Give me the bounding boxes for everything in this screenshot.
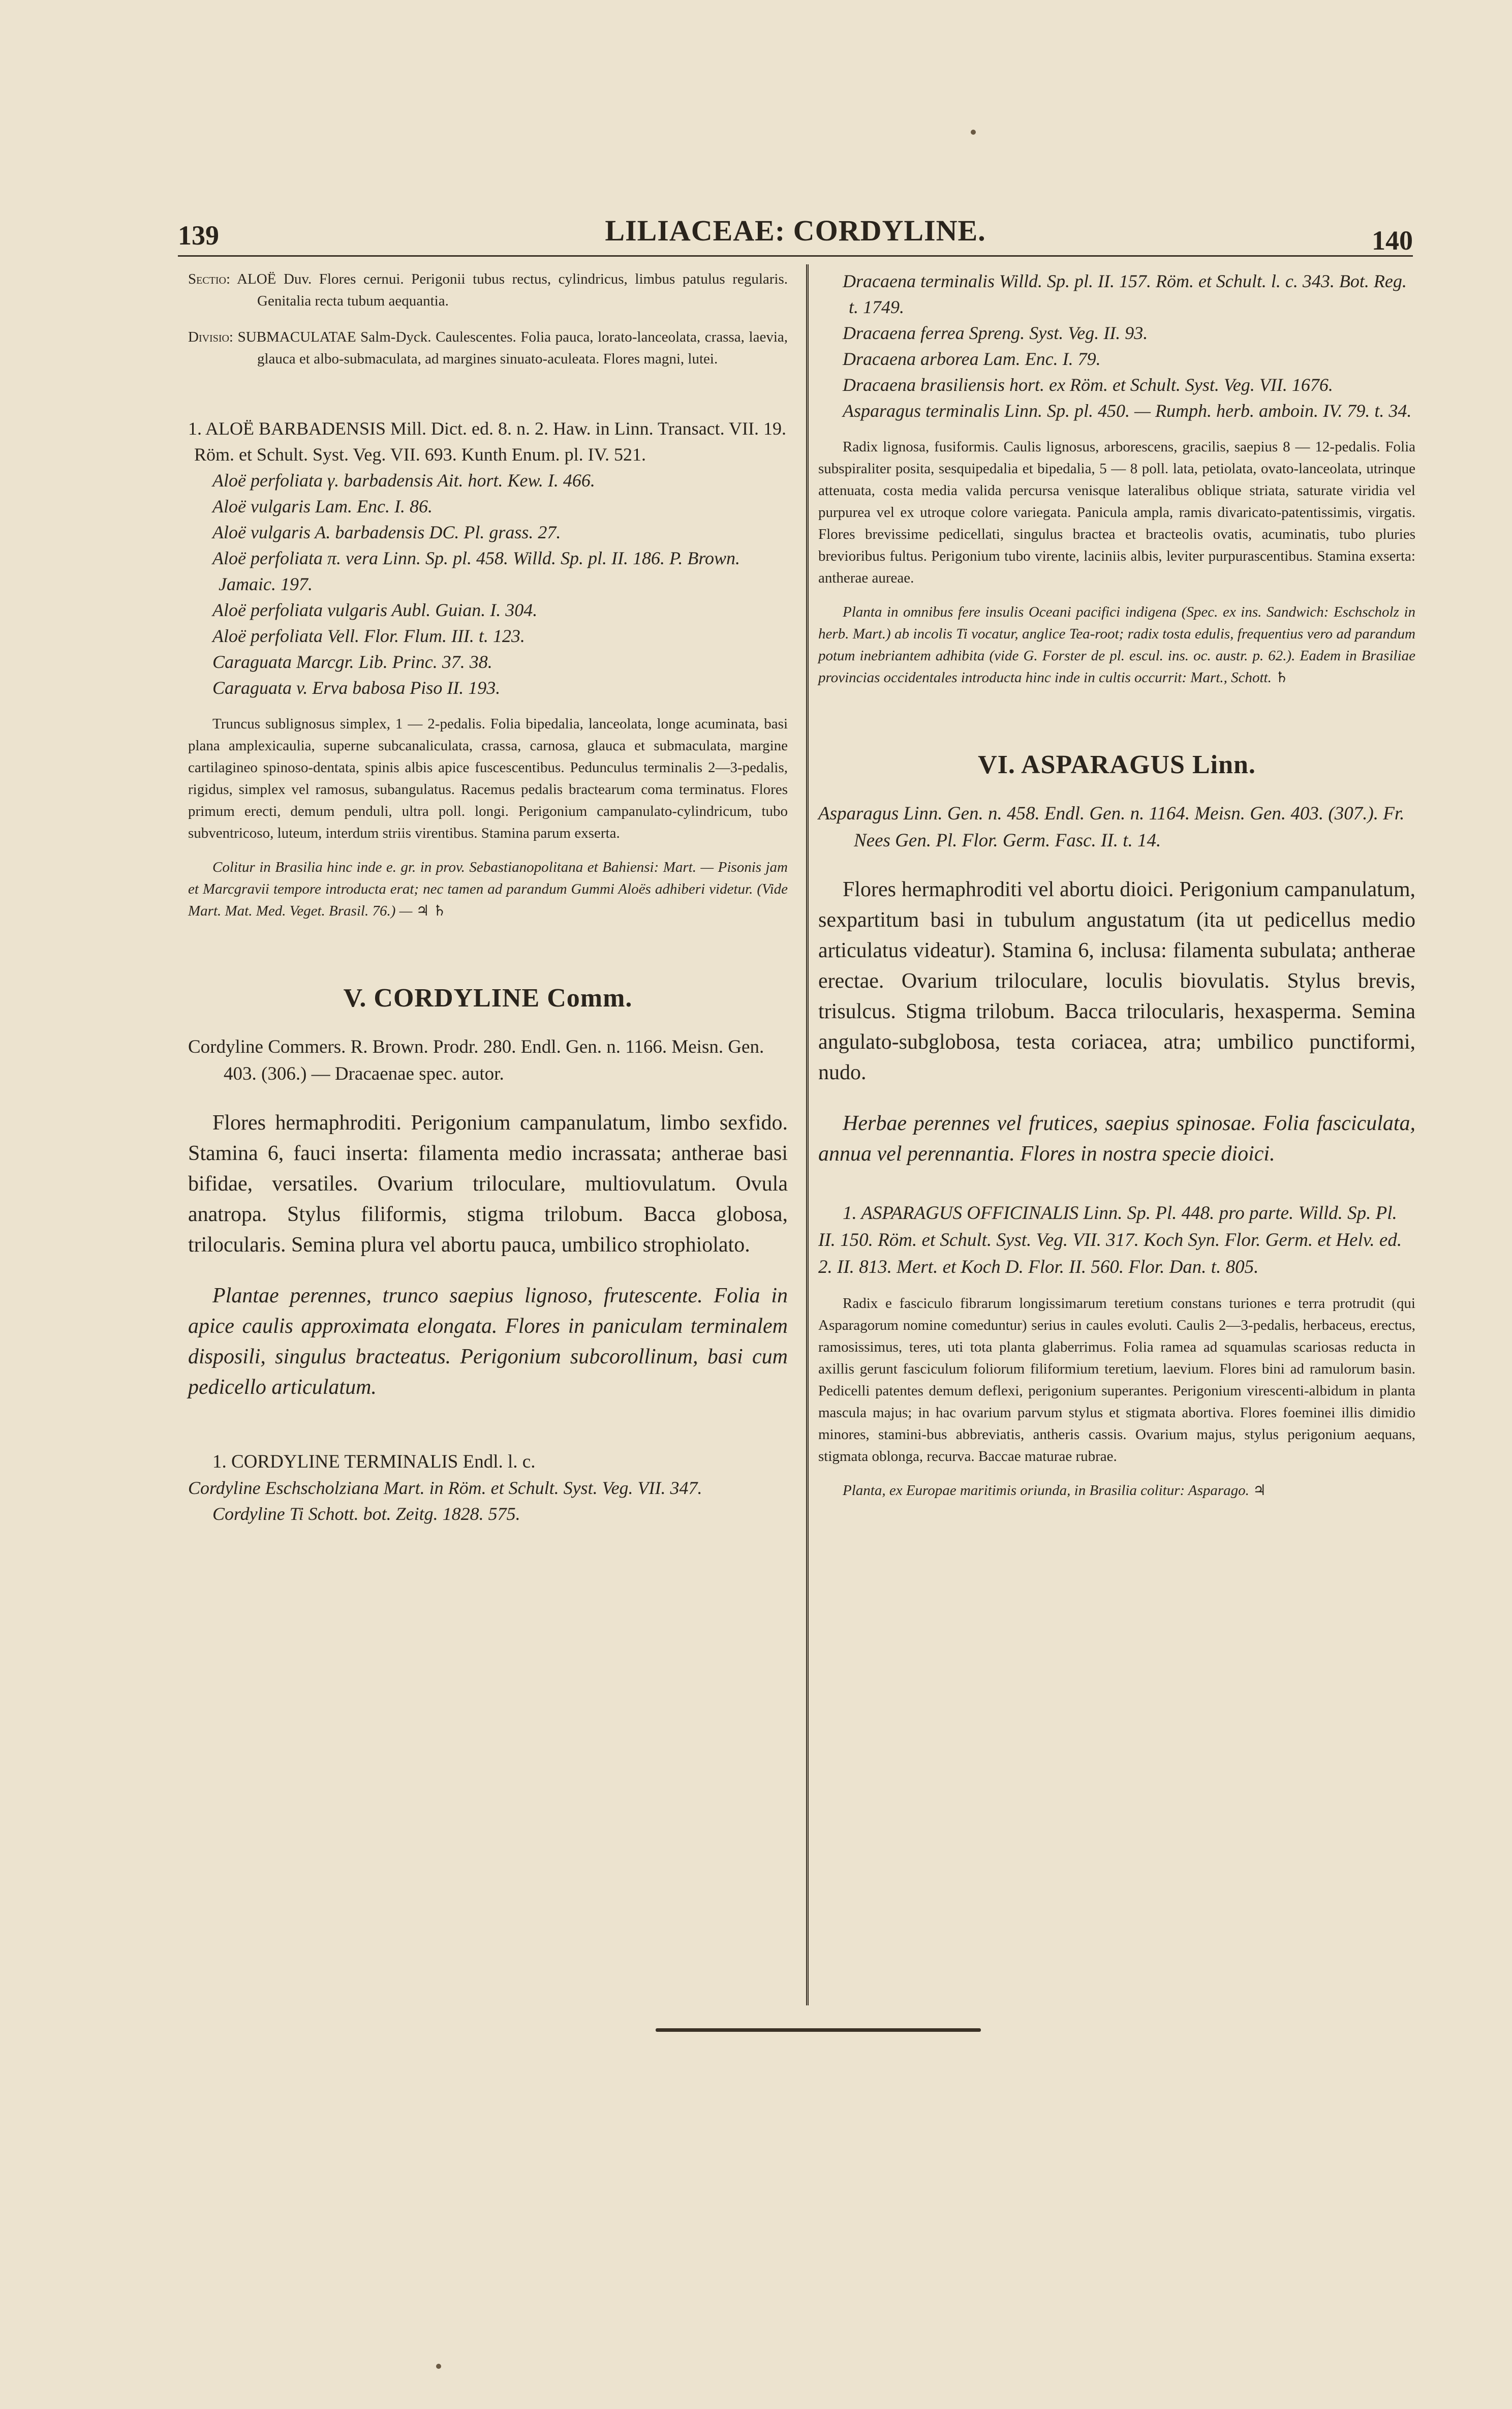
paper-speck <box>436 2364 441 2369</box>
divisio-paragraph <box>188 326 788 370</box>
running-header <box>178 214 1413 259</box>
synonym-line: Aloë vulgaris Lam. Enc. I. 86. <box>212 496 433 516</box>
genus-cordyline-references: Cordyline Commers. R. Brown. Prodr. 280. Endl. Gen. n. 1166. Meisn. Gen. 403. (306.) — Dracaenae spec. autor. <box>188 1036 764 1084</box>
asparagus-distribution-note: Planta, ex Europae maritimis oriunda, in Brasilia colitur: Asparago. ♃ <box>843 1482 1267 1499</box>
genus-cordyline-habit: Plantae perennes, trunco saepius lignoso, frutescente. Folia in apice caulis approximata elongata. Flores in paniculam terminalem disposili, singulus bracteatus. Perigonium subcorollinum, basi cum pedicello articulatum. <box>188 1284 788 1399</box>
synonym-line: Aloë perfoliata Vell. Flor. Flum. III. t. 123. <box>212 626 525 646</box>
left-column <box>188 268 788 1527</box>
divisio-text: SUBMACULATAE Salm-Dyck. Caulescentes. Folia pauca, lorato-lanceolata, crassa, laevia, glauca et albo-submaculata, ad margines sinuato-aculeata. Flores magni, lutei. <box>237 329 788 367</box>
closing-rule <box>656 2028 981 2032</box>
synonym-line: Cordyline Eschscholziana Mart. in Röm. et Schult. Syst. Veg. VII. 347. <box>188 1478 702 1498</box>
synonym-line: Aloë perfoliata π. vera Linn. Sp. pl. 458. Willd. Sp. pl. II. 186. P. Brown. Jamaic. 197. <box>212 548 740 594</box>
synonym-line: Aloë perfoliata vulgaris Aubl. Guian. I. 304. <box>212 600 538 620</box>
divisio-label: Divisio: <box>188 329 233 345</box>
sectio-text: ALOË Duv. Flores cernui. Perigonii tubus rectus, cylindricus, limbus patulus regularis. Genitalia recta tubum aequantia. <box>237 271 788 309</box>
genus-cordyline-description: Flores hermaphroditi. Perigonium campanulatum, limbo sexfido. Stamina 6, fauci inserta: filamenta medio incrassata; antherae basi bifidae, versatiles. Ovarium triloculare, multiovulatum. Ovula anatropa. Stylus filiformis, stigma trilobum. Bacca globosa, trilocularis. Semina plura vel abortu pauca, umbilico strophiolato. <box>188 1111 788 1257</box>
synonym-line: Dracaena ferrea Spreng. Syst. Veg. II. 93. <box>843 323 1148 343</box>
synonym-line: Cordyline Ti Schott. bot. Zeitg. 1828. 575. <box>212 1504 520 1524</box>
aloe-distribution-note: Colitur in Brasilia hinc inde e. gr. in prov. Sebastianopolitana et Bahiensi: Mart. — Pisonis jam et Marcgravii tempore introducta erat; nec tamen ad parandum Gummi Aloës adhiberi videtur. (Vide Mart. Mat. Med. Veget. Brasil. 76.) — ♃ ♄ <box>188 859 788 919</box>
sectio-label: Sectio: <box>188 271 231 287</box>
page-number-left: 139 <box>178 220 219 251</box>
paper-speck <box>971 130 976 135</box>
synonym-line: Asparagus terminalis Linn. Sp. pl. 450. — Rumph. herb. amboin. IV. 79. t. 34. <box>843 401 1412 421</box>
genus-asparagus-description: Flores hermaphroditi vel abortu dioici. Perigonium campanulatum, sexpartitum basi in tubulum angustatum (ita ut pedicellus medio articulatus videatur). Stamina 6, inclusa: filamenta subulata; antherae erectae. Ovarium triloculare, loculis biovulatis. Stylus brevis, trisulcus. Stigma trilobum. Bacca trilocularis, hexasperma. Semina angulato-subglobosa, testa coriacea, atra; umbilico punctiformi, nudo. <box>818 878 1415 1084</box>
aloe-description: Truncus sublignosus simplex, 1 — 2-pedalis. Folia bipedalia, lanceolata, longe acuminata, basi plana amplexicaulia, superne subcanaliculata, crassa, carnosa, glauca et submaculata, margine cartilagineo spinoso-dentata, spinis albis apice fuscescentibus. Pedunculus terminalis 2—3-pedalis, rigidus, simplex vel ramosus, subangulatus. Racemus pedalis bractearum coma terminatus. Flores primum erecti, demum penduli, ultra poll. longi. Perigonium campanulato-cylindricum, tubo subventricoso, luteum, interdum striis virentibus. Stamina parum exserta. <box>188 716 788 841</box>
genus-asparagus-habit: Herbae perennes vel frutices, saepius spinosae. Folia fasciculata, annua vel perennantia. Flores in nostra specie dioici. <box>818 1112 1415 1166</box>
page-number-right: 140 <box>1372 225 1413 256</box>
synonym-line: Dracaena brasiliensis hort. ex Röm. et Schult. Syst. Veg. VII. 1676. <box>843 375 1333 395</box>
cordyline-description: Radix lignosa, fusiformis. Caulis lignosus, arborescens, gracilis, saepius 8 — 12-pedalis. Folia subspiraliter posita, sesquipedalia et bipedalia, 5 — 8 poll. lata, petiolata, ovato-lanceolata, utrinque attenuata, costa media valida percursa venisque lateralibus oblique striata, saturate viridia vel purpurea vel ex utroque colore variegata. Panicula ampla, ramis divaricato-patentissimis, virgatis. Flores brevissime pedicellati, singulus bractea et bracteolis ovatis, acuminatis, tubo pluries brevioribus fultus. Perigonium tubo virente, laciniis albis, leviter purpurascentibus. Stamina exserta: antherae aureae. <box>818 439 1415 586</box>
genus-asparagus-references: Asparagus Linn. Gen. n. 458. Endl. Gen. n. 1164. Meisn. Gen. 403. (307.). Fr. Nees Gen. Pl. Flor. Germ. Fasc. II. t. 14. <box>818 803 1405 851</box>
genus-asparagus-heading: VI. ASPARAGUS Linn. <box>978 750 1256 779</box>
synonym-line: Caraguata v. Erva babosa Piso II. 193. <box>212 678 501 698</box>
species-asparagus-heading: 1. ASPARAGUS OFFICINALIS Linn. Sp. Pl. 448. pro parte. Willd. Sp. Pl. II. 150. Röm. et Schult. Syst. Veg. VII. 317. Koch Syn. Flor. Germ. et Helv. ed. 2. II. 813. Mert. et Koch D. Flor. II. 560. Flor. Dan. t. 805. <box>818 1203 1402 1277</box>
synonym-line: Aloë vulgaris A. barbadensis DC. Pl. grass. 27. <box>212 522 561 542</box>
species-aloe-heading: 1. ALOË BARBADENSIS Mill. Dict. ed. 8. n. 2. Haw. in Linn. Transact. VII. 19. Röm. et Schult. Syst. Veg. VII. 693. Kunth Enum. pl. IV. 521. <box>188 418 786 465</box>
asparagus-description: Radix e fasciculo fibrarum longissimarum teretium constans turiones e terra protrudit (qui Asparagorum nomine comeduntur) serius in caules evoluti. Caulis 2—3-pedalis, herbaceus, erectus, ramosissimus, teres, uti tota planta glaberrimus. Folia ramea ad squamulas scariosas reducta in axillis gerunt fasciculum foliorum filiformium teretium, laevium. Flores bini ad ramulorum basin. Pedicelli patentes demum deflexi, perigonium superantes. Perigonium virescenti-albidum in planta mascula majus; in hac ovarium parvum stylus et stigmata abortiva. Flores foeminei illis dimidio minores, stamini-bus abbreviatis, antheris cassis. Ovarium majus, stylus perigonium aequans, stigmata oblonga, recurva. Baccae maturae rubrae. <box>818 1295 1415 1465</box>
sectio-paragraph <box>188 268 788 312</box>
column-divider <box>806 264 809 2005</box>
header-rule <box>178 255 1413 257</box>
synonym-line: Dracaena terminalis Willd. Sp. pl. II. 157. Röm. et Schult. l. c. 343. Bot. Reg. t. 1749. <box>843 271 1407 317</box>
species-cordyline-heading: 1. CORDYLINE TERMINALIS Endl. l. c. <box>212 1451 536 1472</box>
synonym-line: Aloë perfoliata γ. barbadensis Ait. hort. Kew. I. 466. <box>212 470 595 491</box>
synonym-line: Caraguata Marcgr. Lib. Princ. 37. 38. <box>212 652 492 672</box>
running-title: LILIACEAE: CORDYLINE. <box>605 214 986 247</box>
right-column <box>818 268 1415 1502</box>
synonym-line: Dracaena arborea Lam. Enc. I. 79. <box>843 349 1101 369</box>
cordyline-distribution-note: Planta in omnibus fere insulis Oceani pacifici indigena (Spec. ex ins. Sandwich: Eschscholz in herb. Mart.) ab incolis Ti vocatur, anglice Tea-root; radix tosta edulis, frequentius vero ad parandum potum inebriantem adhibita (vide G. Forster de pl. escul. ins. oc. austr. p. 62.). Eadem in Brasiliae provincias occidentales introducta hinc inde in cultis occurrit: Mart., Schott. ♄ <box>818 604 1415 686</box>
genus-cordyline-heading: V. CORDYLINE Comm. <box>343 984 633 1013</box>
